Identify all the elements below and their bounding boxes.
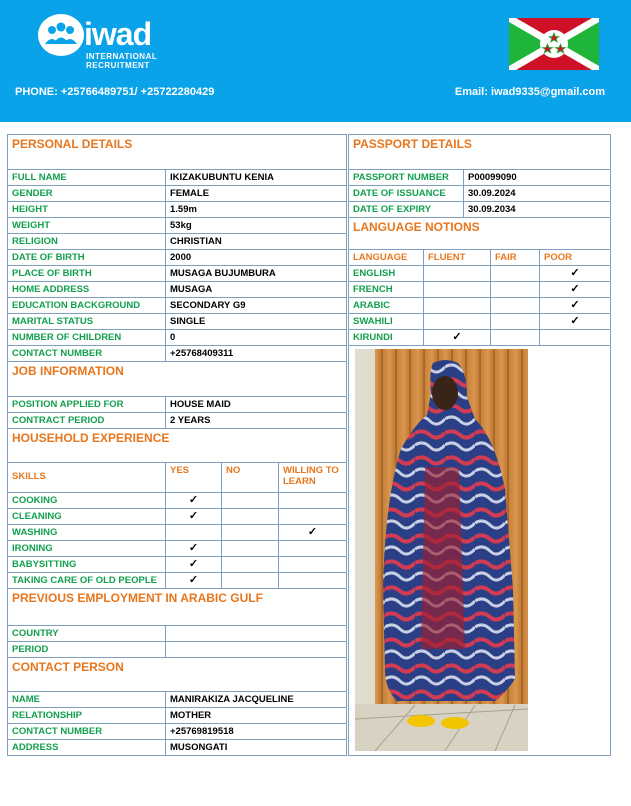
personal-value: +25768409311 <box>165 345 347 362</box>
personal-value: SECONDARY G9 <box>165 297 347 314</box>
candidate-photo <box>355 349 528 751</box>
check-mark-icon: ✓ <box>539 313 611 330</box>
personal-label: HOME ADDRESS <box>7 281 166 298</box>
check-mark-icon <box>221 524 279 541</box>
personal-value: 2000 <box>165 249 347 266</box>
personal-label: MARITAL STATUS <box>7 313 166 330</box>
language-name: KIRUNDI <box>348 329 424 346</box>
contact-label: RELATIONSHIP <box>7 707 166 724</box>
header-email: Email: iwad9335@gmail.com <box>454 86 605 98</box>
personal-value: MUSAGA BUJUMBURA <box>165 265 347 282</box>
passport-value: 30.09.2024 <box>463 185 611 202</box>
personal-value: IKIZAKUBUNTU KENIA <box>165 169 347 186</box>
logo-people-icon <box>38 14 84 56</box>
employment-label: PERIOD <box>7 641 166 658</box>
skill-name: WASHING <box>7 524 166 541</box>
section-title-previous-employment: PREVIOUS EMPLOYMENT IN ARABIC GULF <box>7 588 347 626</box>
job-value: 2 YEARS <box>165 412 347 429</box>
contact-value: MANIRAKIZA JACQUELINE <box>165 691 347 708</box>
check-mark-icon <box>278 572 347 589</box>
check-mark-icon <box>423 281 491 298</box>
contact-value: +25769819518 <box>165 723 347 740</box>
personal-label: PLACE OF BIRTH <box>7 265 166 282</box>
check-mark-icon <box>221 540 279 557</box>
check-mark-icon <box>221 508 279 525</box>
language-col-header: POOR <box>539 249 611 266</box>
section-title-passport-details: PASSPORT DETAILS <box>348 134 611 170</box>
passport-label: DATE OF EXPIRY <box>348 201 464 218</box>
check-mark-icon: ✓ <box>165 492 222 509</box>
check-mark-icon: ✓ <box>165 508 222 525</box>
section-title-job-information: JOB INFORMATION <box>7 361 347 397</box>
personal-value: 0 <box>165 329 347 346</box>
personal-label: HEIGHT <box>7 201 166 218</box>
check-mark-icon: ✓ <box>539 265 611 282</box>
job-value: HOUSE MAID <box>165 396 347 413</box>
language-name: SWAHILI <box>348 313 424 330</box>
check-mark-icon <box>165 524 222 541</box>
personal-label: NUMBER OF CHILDREN <box>7 329 166 346</box>
logo-wordmark: iwad <box>84 16 152 52</box>
contact-label: ADDRESS <box>7 739 166 756</box>
check-mark-icon <box>490 313 540 330</box>
personal-label: WEIGHT <box>7 217 166 234</box>
check-mark-icon <box>423 265 491 282</box>
section-title-contact-person: CONTACT PERSON <box>7 657 347 692</box>
burundi-flag-icon <box>509 18 599 70</box>
employment-label: COUNTRY <box>7 625 166 642</box>
personal-value: CHRISTIAN <box>165 233 347 250</box>
check-mark-icon <box>490 297 540 314</box>
personal-value: FEMALE <box>165 185 347 202</box>
language-col-header: LANGUAGE <box>348 249 424 266</box>
personal-value: SINGLE <box>165 313 347 330</box>
check-mark-icon <box>423 297 491 314</box>
check-mark-icon: ✓ <box>539 297 611 314</box>
check-mark-icon <box>278 556 347 573</box>
personal-label: EDUCATION BACKGROUND <box>7 297 166 314</box>
check-mark-icon <box>490 281 540 298</box>
employment-value <box>165 625 347 642</box>
employment-value <box>165 641 347 658</box>
job-label: POSITION APPLIED FOR <box>7 396 166 413</box>
skill-name: IRONING <box>7 540 166 557</box>
household-col-header: WILLING TO LEARN <box>278 462 347 493</box>
check-mark-icon: ✓ <box>278 524 347 541</box>
section-title-personal-details: PERSONAL DETAILS <box>7 134 347 170</box>
personal-value: 53kg <box>165 217 347 234</box>
skill-name: COOKING <box>7 492 166 509</box>
language-name: ARABIC <box>348 297 424 314</box>
check-mark-icon <box>278 540 347 557</box>
check-mark-icon: ✓ <box>165 556 222 573</box>
personal-label: DATE OF BIRTH <box>7 249 166 266</box>
personal-value: MUSAGA <box>165 281 347 298</box>
skill-name: TAKING CARE OF OLD PEOPLE <box>7 572 166 589</box>
check-mark-icon: ✓ <box>539 281 611 298</box>
contact-label: CONTACT NUMBER <box>7 723 166 740</box>
check-mark-icon: ✓ <box>165 572 222 589</box>
section-title-language-notions: LANGUAGE NOTIONS <box>348 217 611 250</box>
check-mark-icon <box>423 313 491 330</box>
skill-name: BABYSITTING <box>7 556 166 573</box>
check-mark-icon <box>490 329 540 346</box>
contact-value: MOTHER <box>165 707 347 724</box>
passport-label: DATE OF ISSUANCE <box>348 185 464 202</box>
logo-subtitle: INTERNATIONAL RECRUITMENT <box>86 52 158 70</box>
section-title-household-experience: HOUSEHOLD EXPERIENCE <box>7 428 347 463</box>
personal-label: FULL NAME <box>7 169 166 186</box>
job-label: CONTRACT PERIOD <box>7 412 166 429</box>
household-col-header: SKILLS <box>7 462 166 493</box>
check-mark-icon <box>221 556 279 573</box>
household-col-header: YES <box>165 462 222 493</box>
header-phone: PHONE: +25766489751/ +25722280429 <box>15 86 215 98</box>
personal-label: RELIGION <box>7 233 166 250</box>
personal-label: CONTACT NUMBER <box>7 345 166 362</box>
page-header <box>0 0 631 122</box>
household-col-header: NO <box>221 462 279 493</box>
check-mark-icon <box>278 508 347 525</box>
check-mark-icon: ✓ <box>423 329 491 346</box>
contact-value: MUSONGATI <box>165 739 347 756</box>
language-col-header: FLUENT <box>423 249 491 266</box>
language-col-header: FAIR <box>490 249 540 266</box>
check-mark-icon <box>278 492 347 509</box>
personal-label: GENDER <box>7 185 166 202</box>
personal-value: 1.59m <box>165 201 347 218</box>
contact-label: NAME <box>7 691 166 708</box>
check-mark-icon <box>539 329 611 346</box>
skill-name: CLEANING <box>7 508 166 525</box>
check-mark-icon <box>221 492 279 509</box>
check-mark-icon <box>490 265 540 282</box>
language-name: FRENCH <box>348 281 424 298</box>
check-mark-icon <box>221 572 279 589</box>
passport-value: P00099090 <box>463 169 611 186</box>
passport-label: PASSPORT NUMBER <box>348 169 464 186</box>
passport-value: 30.09.2034 <box>463 201 611 218</box>
check-mark-icon: ✓ <box>165 540 222 557</box>
language-name: ENGLISH <box>348 265 424 282</box>
